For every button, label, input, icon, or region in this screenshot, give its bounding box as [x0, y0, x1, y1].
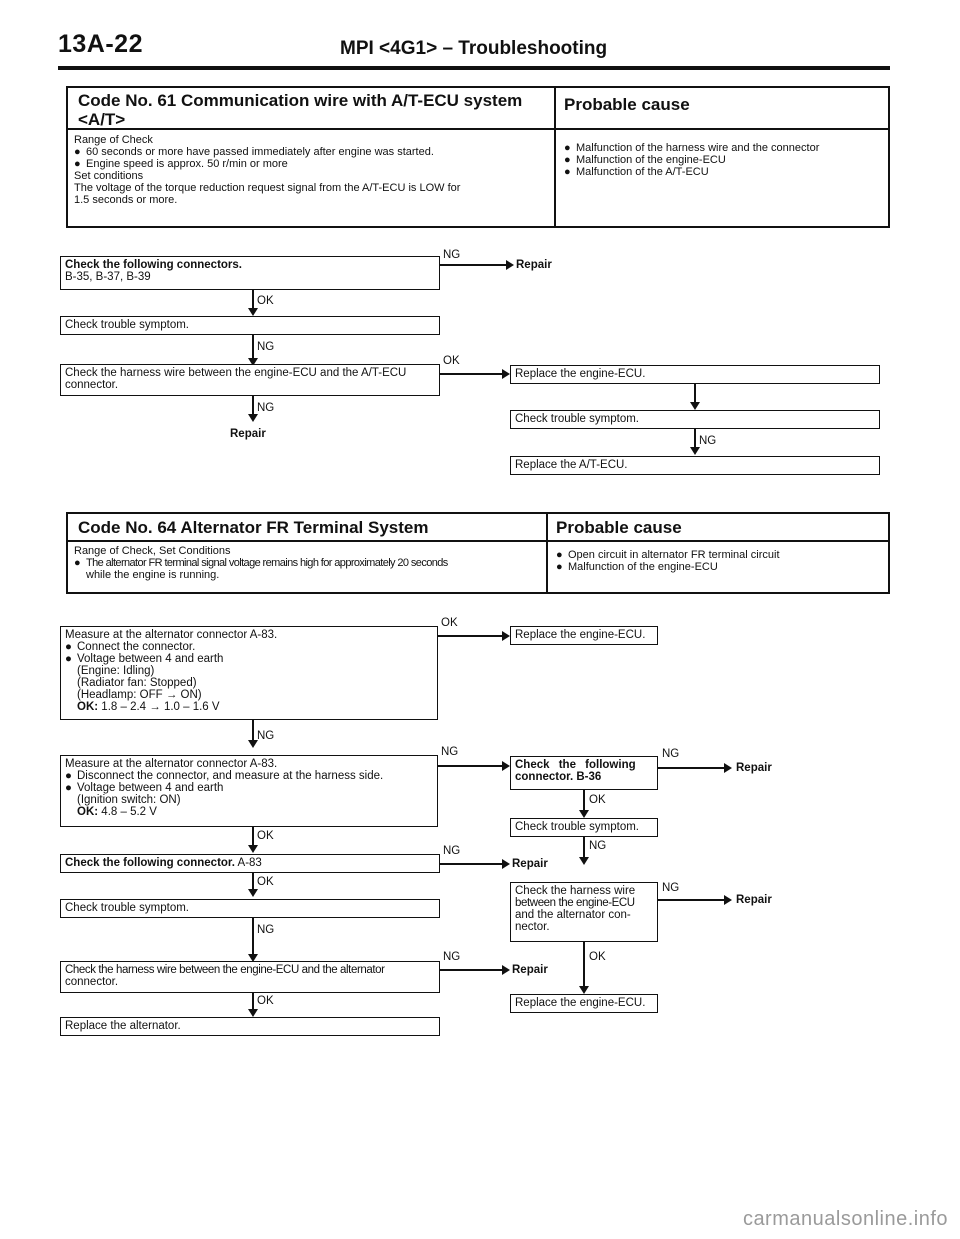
arrow-head — [248, 308, 258, 316]
check-symptom-2-box — [510, 410, 880, 429]
header-rule — [58, 66, 890, 70]
check-b36-code: connector. B-36 — [515, 771, 602, 783]
check-connectors-list: B-35, B-37, B-39 — [65, 271, 151, 283]
ok-label: OK — [257, 295, 274, 307]
arrow-head — [502, 859, 510, 869]
code-64-causes: ● Open circuit in alternator FR terminal circuit ● Malfunction of the engine-ECU — [556, 549, 780, 573]
arrow-line — [252, 918, 254, 958]
cause-item: Malfunction of the harness wire and the connector — [576, 142, 820, 154]
replace-ecu-b-text: Replace the engine-ECU. — [515, 997, 646, 1009]
ok-label: OK — [589, 794, 606, 806]
ng-label: NG — [443, 249, 461, 261]
measure-2-item: Disconnect the connector, and measure at the harness side. — [77, 770, 384, 782]
ng-label: NG — [443, 951, 461, 963]
watermark: carmanualsonline.info — [742, 1208, 948, 1230]
ok-spec-label: OK: — [77, 701, 99, 713]
check-symptom-l-box — [60, 899, 440, 918]
range-item: while the engine is running. — [86, 569, 220, 581]
arrow-line — [438, 635, 502, 637]
check-b36-box — [510, 756, 658, 790]
arrow-head — [690, 402, 700, 410]
set-text: 1.5 seconds or more. — [74, 194, 178, 206]
ng-label: NG — [589, 840, 607, 852]
check-symptom-text: Check trouble symptom. — [65, 319, 189, 331]
replace-at-ecu-box — [510, 456, 880, 475]
check-a83-title: Check the following connector. — [65, 857, 235, 869]
measure-1-box: Measure at the alternator connector A-83. ● Connect the connector. ● Voltage between 4 and earth (Engine: Idling) (Radiator fan: Stopped) (Headlamp: OFF → ON) OK: 1.8 – 2.4 → 1.0 – 1.6 V — [60, 626, 438, 720]
measure-2-title: Measure at the alternator connector A-83. — [65, 758, 278, 770]
code-64-conditions: Range of Check, Set Conditions ● The alternator FR terminal signal voltage remains high for approximately 20 seconds while the engine is running. — [74, 545, 544, 581]
cause-item: Open circuit in alternator FR terminal circuit — [568, 549, 780, 561]
arrow-head — [502, 631, 510, 641]
range-label: Range of Check — [74, 134, 153, 146]
check-a83-box — [60, 854, 440, 873]
measure-2-box: Measure at the alternator connector A-83. ● Disconnect the connector, and measure at the harness side. ● Voltage between 4 and earth (Ignition switch: ON) OK: 4.8 – 5.2 V — [60, 755, 438, 827]
ok-label: OK — [589, 951, 606, 963]
range-item: The alternator FR terminal signal voltage remains high for approximately 20 seconds — [86, 557, 448, 569]
arrow-head — [502, 965, 510, 975]
check-harness-r-box — [510, 882, 658, 942]
measure-1-item: Connect the connector. — [77, 641, 196, 653]
check-harness-l-box — [60, 961, 440, 993]
ok-spec-value: 1.8 – 2.4 → 1.0 – 1.6 V — [101, 701, 220, 713]
arrow-line — [440, 373, 502, 375]
repair-label: Repair — [736, 762, 772, 774]
replace-alternator-box — [60, 1017, 440, 1036]
ok-spec-value: 4.8 – 5.2 V — [101, 806, 157, 818]
arrow-line — [658, 899, 724, 901]
arrow-head — [579, 986, 589, 994]
arrow-head — [502, 761, 510, 771]
code-61-conditions: Range of Check ● 60 seconds or more have passed immediately after engine was started. ● Engine speed is approx. 50 r/min or more Set conditions The voltage of the torque reduction request signal from the A/T-ECU is LOW for 1.5 seconds or more. — [74, 134, 550, 206]
ok-label: OK — [257, 876, 274, 888]
measure-1-condition: (Engine: Idling) — [77, 665, 155, 677]
code-61-causes: ● Malfunction of the harness wire and the connector ● Malfunction of the engine-ECU ● Malfunction of the A/T-ECU — [564, 142, 820, 178]
ng-label: NG — [662, 882, 680, 894]
range-label: Range of Check, Set Conditions — [74, 545, 231, 557]
measure-1-title: Measure at the alternator connector A-83. — [65, 629, 278, 641]
check-harness-text: connector. — [65, 379, 119, 391]
arrow-line — [440, 969, 502, 971]
check-symptom-r-box — [510, 818, 658, 837]
check-symptom-l-text: Check trouble symptom. — [65, 902, 189, 914]
arrow-head — [724, 763, 732, 773]
arrow-head — [248, 845, 258, 853]
ng-label: NG — [257, 341, 275, 353]
replace-engine-ecu-text: Replace the engine-ECU. — [515, 368, 646, 380]
ng-label: NG — [257, 402, 275, 414]
check-b36-title: Check the following — [515, 759, 636, 771]
check-harness-r-line: between the engine-ECU — [515, 897, 635, 909]
measure-2-condition: (Ignition switch: ON) — [77, 794, 181, 806]
cause-item: Malfunction of the A/T-ECU — [576, 166, 709, 178]
check-harness-r-line: Check the harness wire — [515, 885, 636, 897]
arrow-head — [506, 260, 514, 270]
cause-item: Malfunction of the engine-ECU — [568, 561, 718, 573]
code-64-table — [66, 512, 890, 594]
check-symptom-2-text: Check trouble symptom. — [515, 413, 639, 425]
ok-label: OK — [443, 355, 460, 367]
replace-engine-ecu-box — [510, 365, 880, 384]
check-a83-code: A-83 — [237, 857, 262, 869]
arrow-line — [583, 942, 585, 990]
ng-label: NG — [441, 746, 459, 758]
replace-ecu-b-box — [510, 994, 658, 1013]
code-61-title: Code No. 61 Communication wire with A/T-ECU system — [78, 91, 523, 110]
arrow-line — [438, 765, 502, 767]
ok-spec-label: OK: — [77, 806, 99, 818]
repair-label: Repair — [736, 894, 772, 906]
ok-label: OK — [257, 995, 274, 1007]
measure-2-item: Voltage between 4 and earth — [77, 782, 224, 794]
code-61-probable-cause-title: Probable cause — [564, 95, 690, 114]
repair-label: Repair — [512, 964, 548, 976]
check-harness-r-line: and the alternator con- — [515, 909, 631, 921]
ng-label: NG — [257, 924, 275, 936]
ok-label: OK — [441, 617, 458, 629]
code-61-table — [66, 86, 890, 228]
check-symptom-box — [60, 316, 440, 335]
repair-label: Repair — [512, 858, 548, 870]
repair-label: Repair — [516, 259, 552, 271]
arrow-line — [658, 767, 724, 769]
check-symptom-r-text: Check trouble symptom. — [515, 821, 639, 833]
ng-label: NG — [257, 730, 275, 742]
set-label: Set conditions — [74, 170, 144, 182]
range-item: 60 seconds or more have passed immediately after engine was started. — [86, 146, 434, 158]
range-item: Engine speed is approx. 50 r/min or more — [86, 158, 288, 170]
replace-ecu-a-box — [510, 626, 658, 645]
arrow-head — [579, 857, 589, 865]
replace-alternator-text: Replace the alternator. — [65, 1020, 181, 1032]
arrow-line — [440, 863, 502, 865]
arrow-head — [502, 369, 510, 379]
arrow-head — [690, 447, 700, 455]
code-61-subtitle: <A/T> — [78, 110, 126, 129]
check-harness-r-line: nector. — [515, 921, 550, 933]
ng-label: NG — [443, 845, 461, 857]
arrow-head — [248, 414, 258, 422]
check-connectors-title: Check the following connectors. — [65, 259, 242, 271]
ng-label: NG — [699, 435, 717, 447]
arrow-line — [440, 264, 506, 266]
code-64-probable-cause-title: Probable cause — [556, 518, 682, 537]
check-connectors-box — [60, 256, 440, 290]
replace-ecu-a-text: Replace the engine-ECU. — [515, 629, 646, 641]
check-harness-l-text: connector. — [65, 976, 119, 988]
cause-item: Malfunction of the engine-ECU — [576, 154, 726, 166]
arrow-head — [248, 1009, 258, 1017]
replace-at-ecu-text: Replace the A/T-ECU. — [515, 459, 628, 471]
measure-1-condition: (Headlamp: OFF → ON) — [77, 689, 202, 701]
check-harness-text: Check the harness wire between the engine-ECU and the A/T-ECU — [65, 367, 407, 379]
measure-1-item: Voltage between 4 and earth — [77, 653, 224, 665]
code-64-title: Code No. 64 Alternator FR Terminal System — [78, 518, 429, 537]
set-text: The voltage of the torque reduction request signal from the A/T-ECU is LOW for — [74, 182, 461, 194]
page-code: 13A-22 — [58, 30, 143, 58]
arrow-head — [579, 810, 589, 818]
page-title: MPI <4G1> – Troubleshooting — [340, 38, 608, 59]
check-harness-l-text: Check the harness wire between the engine-ECU and the alternator — [65, 964, 385, 976]
measure-1-condition: (Radiator fan: Stopped) — [77, 677, 197, 689]
check-harness-box — [60, 364, 440, 396]
ok-label: OK — [257, 830, 274, 842]
repair-label: Repair — [230, 428, 266, 440]
arrow-head — [248, 889, 258, 897]
ng-label: NG — [662, 748, 680, 760]
arrow-head — [724, 895, 732, 905]
